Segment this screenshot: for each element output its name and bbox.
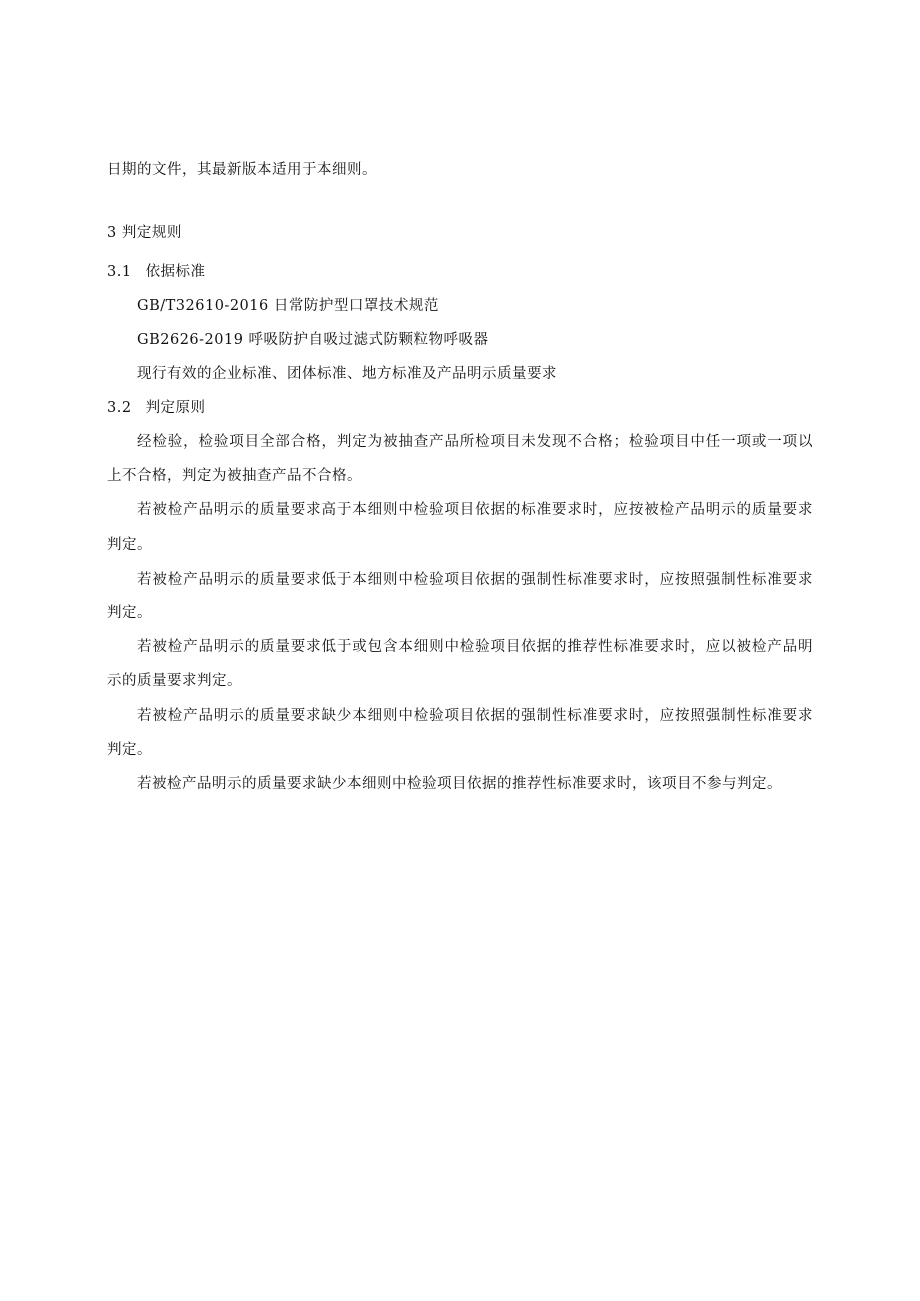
continuation-text: 日期的文件，其最新版本适用于本细则。 [107,162,377,178]
principle-paragraph-4-line-2: 示的质量要求判定。 [107,673,242,689]
principle-paragraph-6-line-1: 若被检产品明示的质量要求缺少本细则中检验项目依据的推荐性标准要求时，该项目不参与判定。 [137,776,782,792]
section-3-2-number: 3.2 [107,400,132,416]
section-3-1-number: 3.1 [107,264,132,280]
principle-paragraph-1-line-2: 上不合格，判定为被抽查产品不合格。 [107,468,362,484]
principle-paragraph-5-line-1: 若被检产品明示的质量要求缺少本细则中检验项目依据的强制性标准要求时，应按照强制性标准要求 [137,708,813,724]
standard-item-1: GB/T32610-2016 日常防护型口罩技术规范 [137,298,439,314]
section-3-heading: 3 判定规则 [107,225,182,241]
section-3-2-heading [107,398,206,418]
principle-paragraph-1-line-1: 经检验，检验项目全部合格，判定为被抽查产品所检项目未发现不合格；检验项目中任一项或一项以 [137,434,813,450]
standard-item-3: 现行有效的企业标准、团体标准、地方标准及产品明示质量要求 [137,366,557,382]
principle-paragraph-5-line-2: 判定。 [107,742,152,758]
standard-item-2: GB2626-2019 呼吸防护自吸过滤式防颗粒物呼吸器 [137,332,489,348]
principle-paragraph-3-line-2: 判定。 [107,605,152,621]
principle-paragraph-3-line-1: 若被检产品明示的质量要求低于本细则中检验项目依据的强制性标准要求时，应按照强制性标准要求 [137,572,813,588]
principle-paragraph-4-line-1: 若被检产品明示的质量要求低于或包含本细则中检验项目依据的推荐性标准要求时，应以被检产品明 [137,639,813,655]
principle-paragraph-2-line-2: 判定。 [107,537,152,553]
section-3-1-title: 依据标准 [145,264,206,280]
section-3-2-title: 判定原则 [145,400,206,416]
section-3-1-heading [107,262,206,282]
principle-paragraph-2-line-1: 若被检产品明示的质量要求高于本细则中检验项目依据的标准要求时，应按被检产品明示的质量要求 [137,502,813,518]
